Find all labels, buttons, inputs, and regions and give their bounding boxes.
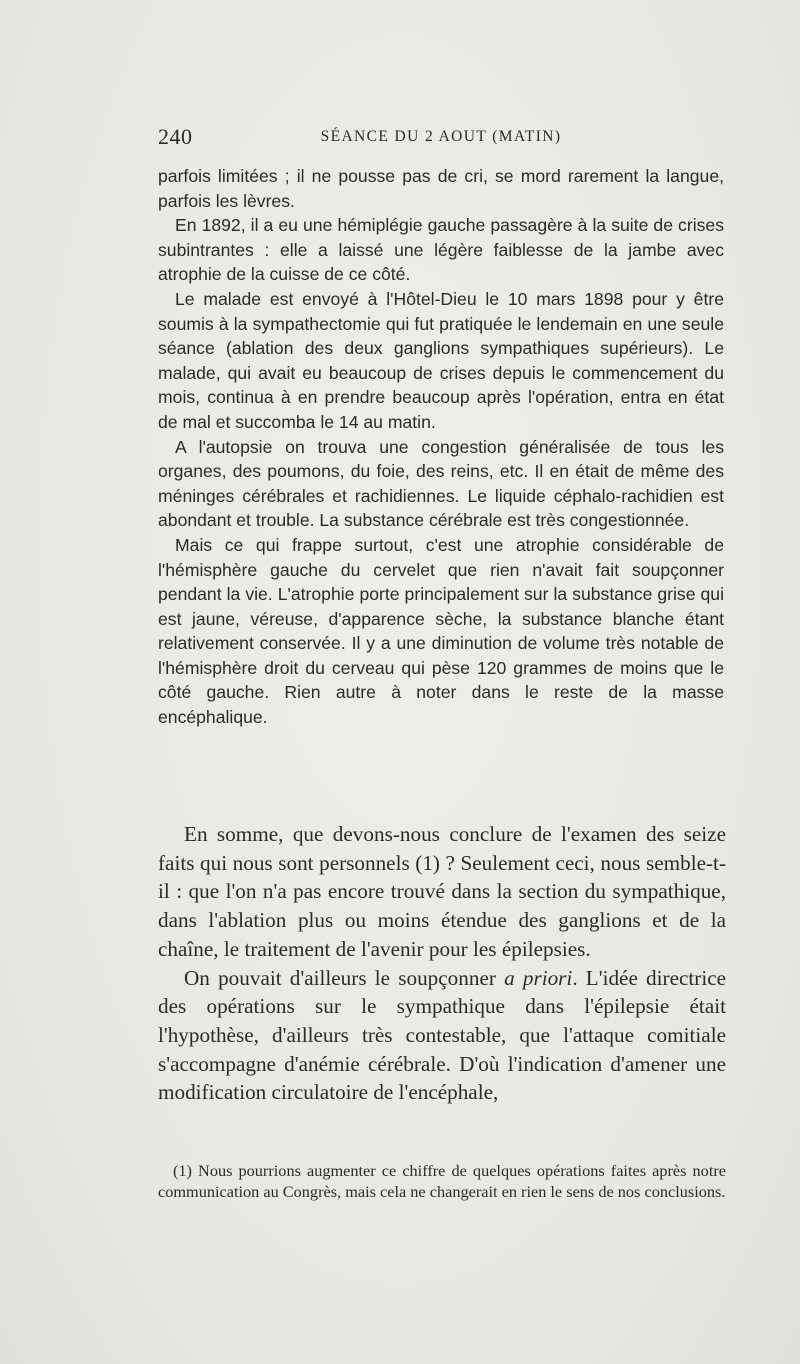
case-report-text <box>158 164 724 730</box>
text-run: . L'idée directrice des opérations sur le sympathique dans l'épilepsie était l'hypothèse, d'ailleurs très contestable, que l'attaque comitiale s'accompagne d'anémie cérébrale. D'où l'indication d'amener une modification circulatoire de l'encéphale, <box>158 965 727 1105</box>
paragraph: Le malade est envoyé à l'Hôtel-Dieu le 10 mars 1898 pour y être soumis à la sympathectomie qui fut pratiquée le lendemain en une seule séance (ablation des deux ganglions sympathiques supérieurs). Le malade, qui avait eu beaucoup de crises depuis le commencement du mois, continua à en prendre beaucoup après l'opération, entra en état de mal et succomba le 14 au matin. <box>158 288 724 432</box>
page-number: 240 <box>158 124 193 149</box>
text-run: On pouvait d'ailleurs le soupçonner <box>184 965 505 990</box>
paragraph: En somme, que devons-nous conclure de l'examen des seize faits qui nous sont personnels (1) ? Seulement ceci, nous semble-t-il : que l'on n'a pas encore trouvé dans la section du sympathique, dans l'ablation plus ou moins étendue des ganglions et de la chaîne, le traitement de l'avenir pour les épilepsies. <box>158 822 726 961</box>
paragraph: Mais ce qui frappe surtout, c'est une atrophie considérable de l'hémisphère gauche du cervelet que rien n'avait fait soupçonner pendant la vie. L'atrophie porte principalement sur la substance grise qui est jaune, véreuse, d'apparence sèche, la substance blanche étant relativement conservée. Il y a une diminution de volume très notable de l'hémisphère droit du cerveau qui pèse 120 grammes de moins que le côté gauche. Rien autre à noter dans le reste de la masse encéphalique. <box>158 534 724 728</box>
footnote-text: (1) Nous pourrions augmenter ce chiffre de quelques opérations faites après notre communication au Congrès, mais cela ne changerait en rien le sens de nos conclusions. <box>158 1161 726 1201</box>
paragraph: En 1892, il a eu une hémiplégie gauche passagère à la suite de crises subintrantes : elle a laissé une légère faiblesse de la jambe avec atrophie de la cuisse de ce côté. <box>158 215 724 285</box>
paragraph <box>158 964 726 1108</box>
paragraph: A l'autopsie on trouva une congestion généralisée de tous les organes, des poumons, du foie, des reins, etc. Il en était de même des méninges cérébrales et rachidiennes. Le liquide céphalo-rachidien est abondant et trouble. La substance cérébrale est très congestionnée. <box>158 436 724 531</box>
conclusion-text <box>158 820 726 1107</box>
running-head: SÉANCE DU 2 AOUT (MATIN) <box>320 128 562 145</box>
paragraph: parfois limitées ; il ne pousse pas de cri, se mord rarement la langue, parfois les lèvres. <box>158 166 724 211</box>
footnote <box>158 1160 726 1202</box>
italic-phrase: a priori <box>504 965 573 990</box>
page-header <box>158 124 724 154</box>
